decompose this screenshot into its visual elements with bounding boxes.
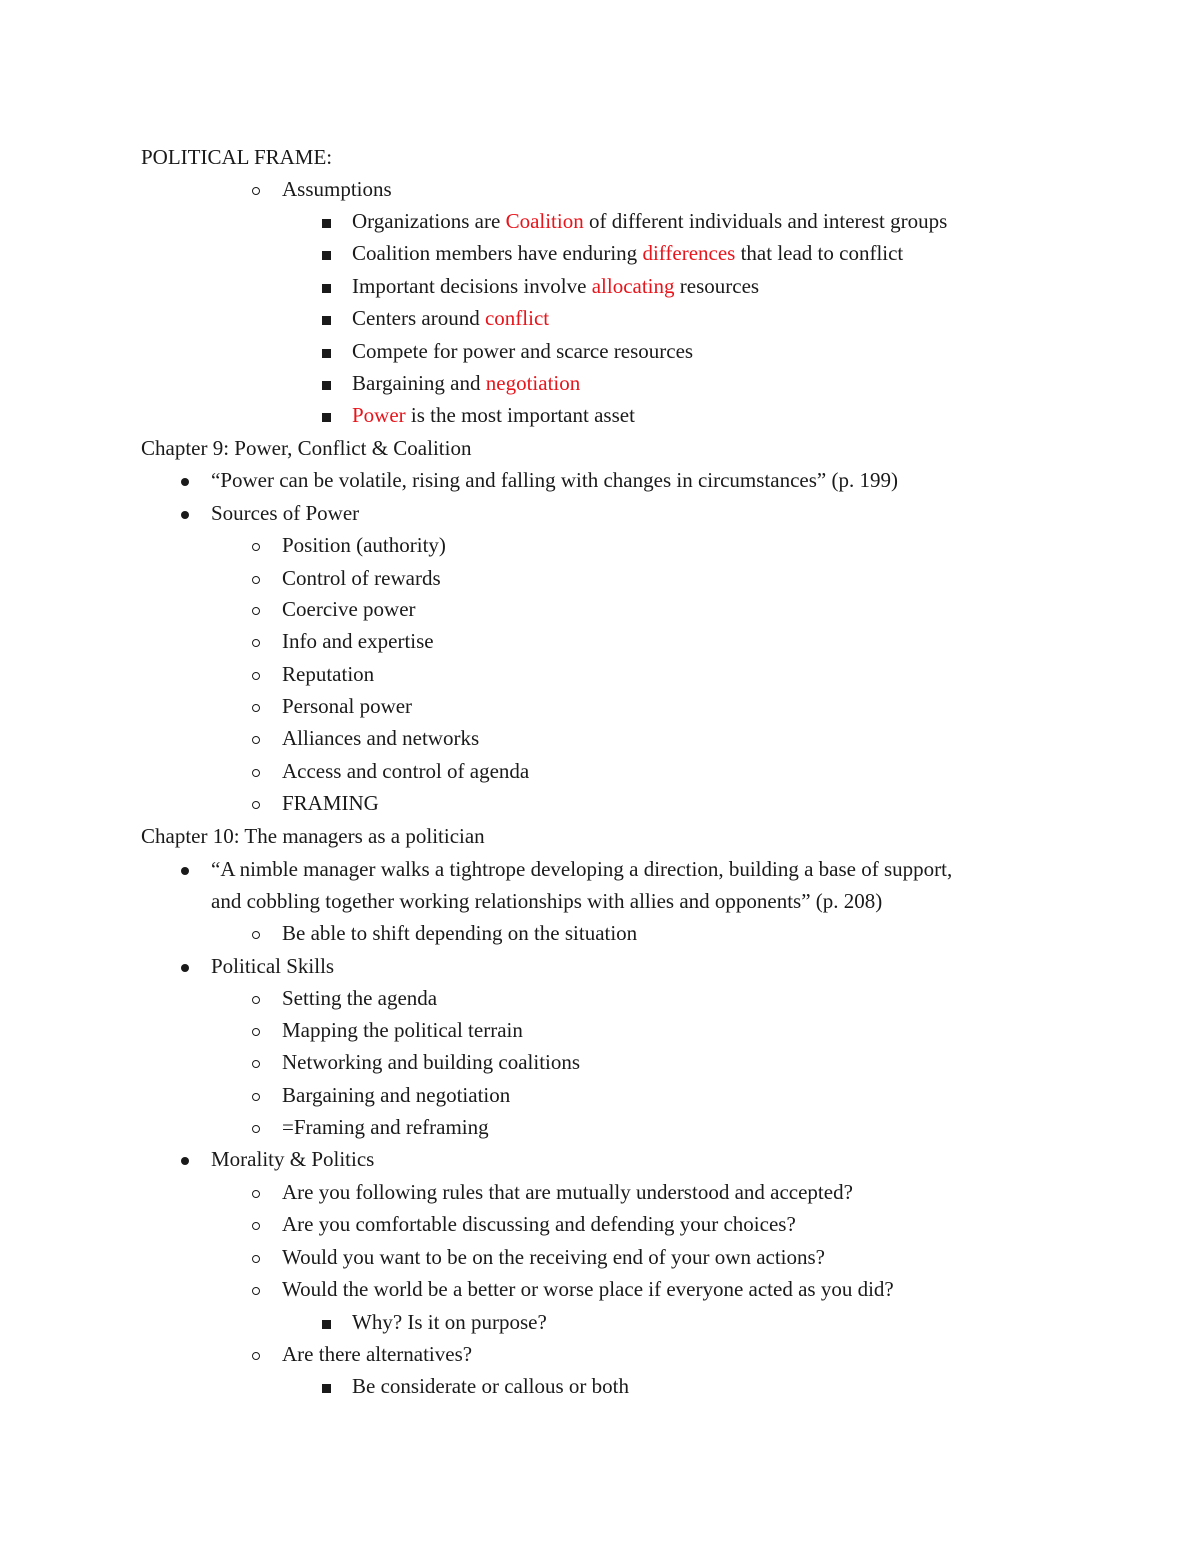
chapter9-heading: Chapter 9: Power, Conflict & Coalition bbox=[141, 436, 472, 460]
circle-bullet-icon bbox=[246, 1048, 266, 1076]
circle-bullet-icon bbox=[246, 531, 266, 559]
square-bullet-icon bbox=[316, 207, 336, 235]
square-bullet-icon bbox=[316, 1372, 336, 1400]
circle-bullet-icon bbox=[246, 789, 266, 817]
square-bullet-icon bbox=[316, 401, 336, 429]
square-bullet-icon bbox=[316, 337, 336, 365]
highlighted-term: negotiation bbox=[485, 371, 581, 395]
disc-bullet-icon bbox=[175, 466, 195, 494]
circle-bullet-icon bbox=[246, 724, 266, 752]
list-item-continuation: and cobbling together working relationships with allies and opponents” (p. 208) bbox=[211, 889, 883, 913]
circle-bullet-icon bbox=[246, 660, 266, 688]
disc-bullet-icon bbox=[175, 855, 195, 883]
circle-bullet-icon bbox=[246, 919, 266, 947]
highlighted-term: Coalition bbox=[505, 209, 584, 233]
highlighted-term: Power bbox=[352, 403, 406, 427]
circle-bullet-icon bbox=[246, 1243, 266, 1271]
square-bullet-icon bbox=[316, 272, 336, 300]
square-bullet-icon bbox=[316, 1308, 336, 1336]
document-page: POLITICAL FRAME: Assumptions Organizations are Coalition of different individuals and interest groups Coalition members have enduring differences that lead to conflict Important decisions involve allocating resources Centers around conflict Compete for power and scarce resources Bargaining and negotiation Power is the most important asset Chapter 9: Power, Conflict & Coalition “Power can be volatile, rising and falling with changes in circumstances” (p. 199) Sources of Power Position (authority) Control of rewards Coercive power Info and expertise Reputation Personal power Alliances and networks Access and control of agenda FRAMING Chapter 10: The managers as a politician “A nimble manager walks a tightrope developing a direction, building a base of support, and cobbling together working relationships with allies and opponents” (p. 208) Be able to shift depending on the situation Political Skills Setting the agenda Mapping the political terrain Networking and building coalitions Bargaining and negotiation =Framing and reframing Morality & Politics Are you following rules that are mutually understood and accepted? Are you comfortable discussing and defending your choices? Would you want to be on the receiving end of your own actions? Would the world be a better or worse place if everyone acted as you did? Why? Is it on purpose? Are there alternatives? Be considerate or callous or both bbox=[141, 145, 953, 1398]
disc-bullet-icon bbox=[175, 499, 195, 527]
highlighted-term: conflict bbox=[484, 306, 550, 330]
circle-bullet-icon bbox=[246, 692, 266, 720]
circle-bullet-icon bbox=[246, 1340, 266, 1368]
circle-bullet-icon bbox=[246, 1210, 266, 1238]
circle-bullet-icon bbox=[246, 627, 266, 655]
square-bullet-icon bbox=[316, 304, 336, 332]
circle-bullet-icon bbox=[246, 1113, 266, 1141]
square-bullet-icon bbox=[316, 239, 336, 267]
circle-bullet-icon bbox=[246, 1275, 266, 1303]
disc-bullet-icon bbox=[175, 952, 195, 980]
political-frame-heading: POLITICAL FRAME: bbox=[141, 145, 333, 169]
circle-bullet-icon bbox=[246, 1081, 266, 1109]
circle-bullet-icon bbox=[246, 595, 266, 623]
circle-bullet-icon bbox=[246, 984, 266, 1012]
disc-bullet-icon bbox=[175, 1145, 195, 1173]
circle-bullet-icon bbox=[246, 1016, 266, 1044]
square-bullet-icon bbox=[316, 369, 336, 397]
chapter10-heading: Chapter 10: The managers as a politician bbox=[141, 824, 485, 848]
highlighted-term: allocating bbox=[591, 274, 675, 298]
highlighted-term: differences bbox=[642, 241, 736, 265]
circle-bullet-icon bbox=[246, 757, 266, 785]
circle-bullet-icon bbox=[246, 175, 266, 203]
circle-bullet-icon bbox=[246, 1178, 266, 1206]
circle-bullet-icon bbox=[246, 564, 266, 592]
